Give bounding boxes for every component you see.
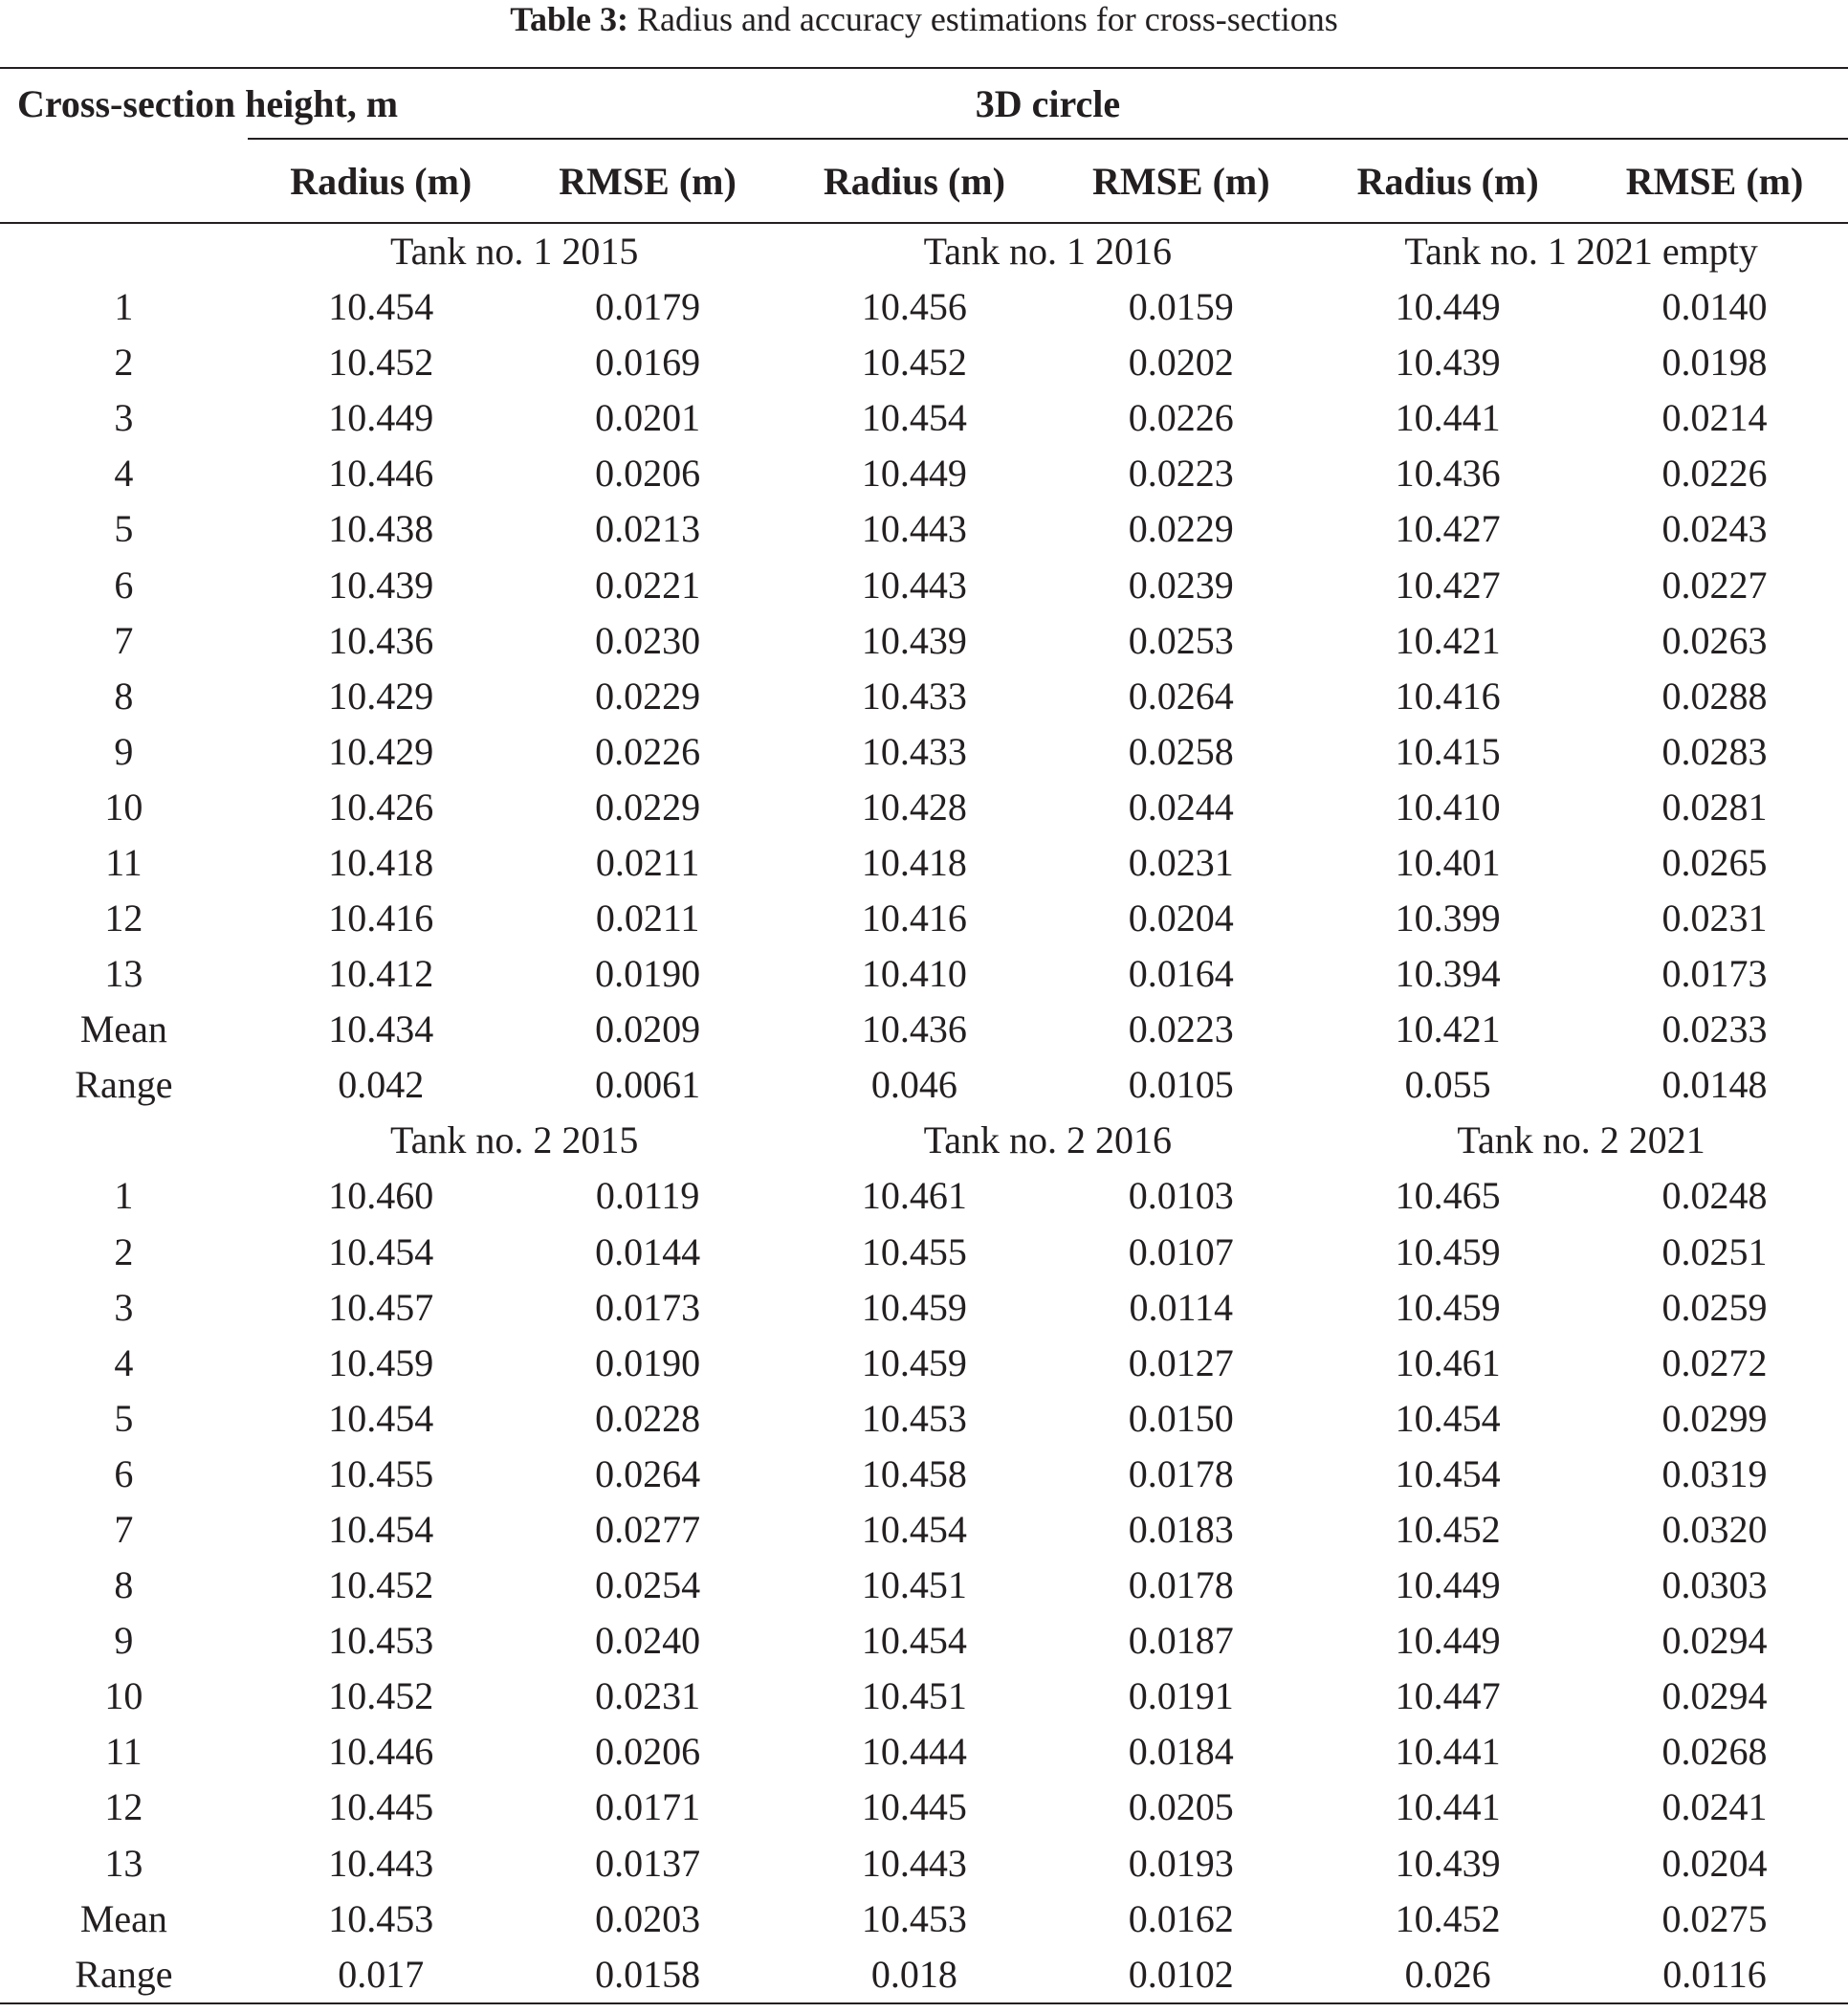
table-cell: 0.0223 — [1128, 1007, 1234, 1051]
column-header-radius-3: Radius (m) — [1314, 139, 1581, 223]
table-cell: 0.0144 — [595, 1229, 701, 1273]
table-cell: 10.433 — [861, 674, 967, 718]
column-header-rmse-3: RMSE (m) — [1581, 139, 1848, 223]
table-cell: 0.0107 — [1128, 1229, 1234, 1273]
table-cell: 10.412 — [328, 952, 434, 996]
table-cell: 10.439 — [1395, 1841, 1501, 1885]
table-cell: 10.433 — [861, 729, 967, 773]
table-cell: 10.452 — [1395, 1896, 1501, 1940]
table-cell: 10.459 — [1395, 1285, 1501, 1329]
table-cell: 0.0102 — [1047, 1947, 1314, 2003]
table-cell: 0.018 — [781, 1947, 1048, 2003]
table-cell: 10.443 — [861, 1841, 967, 1885]
table-cell: 0.0169 — [595, 341, 701, 385]
table-cell: 10.441 — [1395, 1785, 1501, 1829]
table-cell: 0.0173 — [1661, 952, 1768, 996]
table-cell: 0.0244 — [1128, 785, 1234, 829]
row-label: 13 — [104, 1841, 143, 1885]
table-cell: 10.454 — [861, 1508, 967, 1552]
section-title-blank — [0, 1113, 248, 1168]
table-cell: 0.0268 — [1661, 1730, 1768, 1774]
table-row — [0, 335, 1848, 390]
table-row — [0, 1225, 1848, 1280]
column-group-header-3d-circle: 3D circle — [248, 68, 1848, 139]
table-cell: 0.0258 — [1128, 729, 1234, 773]
column-header-rmse-1: RMSE (m) — [515, 139, 781, 223]
table-row — [0, 946, 1848, 1002]
table-cell: 0.0226 — [1128, 396, 1234, 440]
table-caption-label: Table 3: — [510, 0, 628, 38]
table-caption-text: Radius and accuracy estimations for cross-sections — [636, 0, 1338, 38]
table-cell: 10.418 — [861, 840, 967, 884]
table-cell: 0.0277 — [595, 1508, 701, 1552]
table-cell: 0.0259 — [1661, 1285, 1768, 1329]
table-cell: 0.0114 — [1129, 1285, 1234, 1329]
table-row — [0, 1780, 1848, 1835]
table-cell: 0.0206 — [595, 452, 701, 496]
table-cell: 0.0179 — [595, 285, 701, 329]
table-cell: 0.0204 — [1128, 896, 1234, 940]
table-cell: 0.046 — [870, 1063, 957, 1107]
table-cell: 0.0233 — [1661, 1007, 1768, 1051]
row-label: 4 — [114, 452, 134, 496]
table-cell: 0.0229 — [595, 785, 701, 829]
table-cell: 0.0275 — [1661, 1896, 1768, 1940]
table-cell: 10.428 — [861, 785, 967, 829]
table-cell: 10.453 — [861, 1896, 967, 1940]
row-label: Range — [0, 1947, 248, 2003]
table-cell: 10.441 — [1395, 1730, 1501, 1774]
row-label: 11 — [105, 1730, 143, 1774]
table-cell: 0.0178 — [1128, 1563, 1234, 1607]
row-label: 8 — [114, 674, 134, 718]
table-cell: 10.449 — [328, 396, 434, 440]
table-row — [0, 724, 1848, 780]
table-cell: 0.0209 — [595, 1007, 701, 1051]
table-cell: 10.416 — [1395, 674, 1501, 718]
table-cell: 10.443 — [861, 507, 967, 551]
table-cell: 0.0171 — [595, 1785, 701, 1829]
column-header-cross-section-height: Cross-section height, m — [0, 68, 248, 139]
table-cell: 10.429 — [328, 729, 434, 773]
table-cell: 10.418 — [328, 840, 434, 884]
table-cell: 10.439 — [1395, 341, 1501, 385]
column-header-radius-2: Radius (m) — [781, 139, 1048, 223]
table-cell: 10.416 — [861, 896, 967, 940]
row-label: 13 — [104, 952, 143, 996]
row-label: 3 — [114, 396, 134, 440]
table-cell: 10.416 — [328, 896, 434, 940]
table-cell: 0.0254 — [595, 1563, 701, 1607]
table-row — [0, 1836, 1848, 1891]
table-cell: 0.0320 — [1661, 1508, 1768, 1552]
table-cell: 0.017 — [248, 1947, 515, 2003]
table-cell: 10.455 — [861, 1229, 967, 1273]
table-cell: 0.0223 — [1128, 452, 1234, 496]
table-cell: 10.458 — [861, 1451, 967, 1495]
table-cell: 10.410 — [1395, 785, 1501, 829]
table-cell: 0.0187 — [1128, 1619, 1234, 1663]
table-cell: 10.449 — [1395, 1563, 1501, 1607]
table-cell: 0.0303 — [1661, 1563, 1768, 1607]
row-label: 1 — [114, 285, 134, 329]
row-label: 7 — [114, 618, 134, 662]
table-cell: 10.444 — [861, 1730, 967, 1774]
table-cell: 10.436 — [861, 1007, 967, 1051]
table-cell: 0.0228 — [595, 1396, 701, 1440]
table-row — [0, 446, 1848, 501]
section-title-row — [0, 223, 1848, 279]
table-caption — [0, 0, 1848, 38]
table-cell: 0.0213 — [595, 507, 701, 551]
table-row — [0, 1891, 1848, 1947]
table-cell: 10.456 — [861, 285, 967, 329]
table-cell: 10.459 — [861, 1285, 967, 1329]
table-cell: 0.055 — [1404, 1063, 1491, 1107]
table-cell: 10.452 — [1395, 1508, 1501, 1552]
table-cell: 10.457 — [328, 1285, 434, 1329]
table-row — [0, 1002, 1848, 1057]
table-cell: 10.427 — [1395, 563, 1501, 607]
table-cell: 0.0243 — [1661, 507, 1768, 551]
table-cell: 0.0150 — [1128, 1396, 1234, 1440]
table-cell: 0.0231 — [595, 1674, 701, 1718]
table-cell: 10.449 — [861, 452, 967, 496]
row-label: 3 — [114, 1285, 134, 1329]
table-cell: 10.445 — [328, 1785, 434, 1829]
row-label: 10 — [104, 1674, 143, 1718]
table-cell: 0.0229 — [595, 674, 701, 718]
table-cell: 10.427 — [1395, 507, 1501, 551]
table-cell: 0.0263 — [1661, 618, 1768, 662]
table-cell: 0.0158 — [515, 1947, 781, 2003]
table-cell: 10.394 — [1395, 952, 1501, 996]
table-row — [0, 891, 1848, 946]
table-cell: 0.0229 — [1128, 507, 1234, 551]
column-header-empty — [0, 139, 248, 223]
table-cell: 10.451 — [861, 1563, 967, 1607]
table-cell: 10.449 — [1395, 285, 1501, 329]
table-cell: 10.429 — [328, 674, 434, 718]
table-row — [0, 390, 1848, 446]
row-label: Mean — [79, 1007, 167, 1051]
table-cell: 10.461 — [1395, 1340, 1501, 1384]
table-cell: 0.0119 — [595, 1174, 700, 1218]
table-row — [0, 1724, 1848, 1780]
table-cell: 0.0116 — [1581, 1947, 1848, 2003]
table-cell: 10.452 — [328, 341, 434, 385]
table-cell: 0.0248 — [1661, 1174, 1768, 1218]
table-row — [0, 1336, 1848, 1391]
section-title: Tank no. 2 2016 — [923, 1118, 1173, 1162]
table-cell: 10.446 — [328, 452, 434, 496]
table-cell: 0.0159 — [1128, 285, 1234, 329]
table-cell: 0.0201 — [595, 396, 701, 440]
row-label: 2 — [114, 341, 134, 385]
table-cell: 0.0294 — [1661, 1674, 1768, 1718]
row-label: 8 — [114, 1563, 134, 1607]
table-cell: 0.0264 — [1128, 674, 1234, 718]
results-table — [0, 67, 1848, 2004]
table-cell: 0.0202 — [1128, 341, 1234, 385]
table-cell: 10.454 — [861, 1619, 967, 1663]
table-cell: 10.454 — [861, 396, 967, 440]
section-title: Tank no. 1 2016 — [923, 230, 1173, 273]
table-cell: 10.453 — [861, 1396, 967, 1440]
table-cell: 0.0206 — [595, 1730, 701, 1774]
table-cell: 10.454 — [328, 1508, 434, 1552]
table-cell: 10.465 — [1395, 1174, 1501, 1218]
row-label: 5 — [114, 1396, 134, 1440]
table-cell: 0.0211 — [595, 840, 700, 884]
table-cell: 10.399 — [1395, 896, 1501, 940]
table-cell: 0.0281 — [1661, 785, 1768, 829]
table-cell: 10.454 — [1395, 1396, 1501, 1440]
table-cell: 10.436 — [328, 618, 434, 662]
table-cell: 0.0190 — [595, 952, 701, 996]
table-row — [0, 1502, 1848, 1558]
table-cell: 0.0231 — [1661, 896, 1768, 940]
table-row — [0, 835, 1848, 891]
table-cell: 0.0148 — [1661, 1063, 1768, 1107]
table-row — [0, 1168, 1848, 1224]
table-cell: 10.439 — [328, 563, 434, 607]
row-label: 6 — [114, 1451, 134, 1495]
section-title: Tank no. 1 2021 empty — [1404, 230, 1758, 273]
table-cell: 0.0184 — [1128, 1730, 1234, 1774]
table-cell: 0.0239 — [1128, 563, 1234, 607]
table-row — [0, 501, 1848, 557]
table-cell: 0.0240 — [595, 1619, 701, 1663]
row-label: Mean — [79, 1896, 167, 1940]
row-label: 1 — [114, 1174, 134, 1218]
table-cell: 0.0137 — [595, 1841, 701, 1885]
table-cell: 10.426 — [328, 785, 434, 829]
table-cell: 0.0265 — [1661, 840, 1768, 884]
table-cell: 10.441 — [1395, 396, 1501, 440]
table-cell: 0.0205 — [1128, 1785, 1234, 1829]
table-cell: 0.0294 — [1661, 1619, 1768, 1663]
table-cell: 0.0198 — [1661, 341, 1768, 385]
table-cell: 0.0221 — [595, 563, 701, 607]
table-cell: 0.0319 — [1661, 1451, 1768, 1495]
table-cell: 0.0283 — [1661, 729, 1768, 773]
table-cell: 10.438 — [328, 507, 434, 551]
row-label: Range — [75, 1063, 173, 1107]
table-body — [0, 223, 1848, 2003]
table-cell: 0.0226 — [1661, 452, 1768, 496]
table-cell: 10.447 — [1395, 1674, 1501, 1718]
table-cell: 10.410 — [861, 952, 967, 996]
table-cell: 0.026 — [1314, 1947, 1581, 2003]
table-cell: 0.0253 — [1128, 618, 1234, 662]
row-label: 7 — [114, 1508, 134, 1552]
section-title: Tank no. 1 2015 — [389, 230, 639, 273]
row-label: 11 — [105, 840, 143, 884]
table-cell: 0.0173 — [595, 1285, 701, 1329]
table-cell: 0.0203 — [595, 1896, 701, 1940]
row-label: 12 — [104, 896, 143, 940]
table-cell: 10.445 — [861, 1785, 967, 1829]
table-row — [0, 557, 1848, 612]
table-cell: 10.415 — [1395, 729, 1501, 773]
table-row — [0, 1947, 1848, 2003]
table-cell: 10.443 — [861, 563, 967, 607]
table-cell: 10.461 — [861, 1174, 967, 1218]
table-row — [0, 1613, 1848, 1669]
table-row — [0, 613, 1848, 669]
table-cell: 10.455 — [328, 1451, 434, 1495]
table-cell: 0.0061 — [595, 1063, 701, 1107]
table-cell: 0.0191 — [1128, 1674, 1234, 1718]
row-label: 6 — [114, 563, 134, 607]
table-cell: 0.0164 — [1128, 952, 1234, 996]
table-cell: 10.460 — [328, 1174, 434, 1218]
table-cell: 10.436 — [1395, 452, 1501, 496]
table-cell: 10.454 — [328, 1229, 434, 1273]
column-header-radius-1: Radius (m) — [248, 139, 515, 223]
table-row — [0, 1447, 1848, 1502]
table-cell: 10.434 — [328, 1007, 434, 1051]
row-label: 10 — [104, 785, 143, 829]
table-cell: 0.0178 — [1128, 1451, 1234, 1495]
table-row — [0, 1669, 1848, 1724]
table-cell: 10.449 — [1395, 1619, 1501, 1663]
table-cell: 10.451 — [861, 1674, 967, 1718]
table-cell: 0.0183 — [1128, 1508, 1234, 1552]
table-cell: 10.459 — [328, 1340, 434, 1384]
table-cell: 10.454 — [328, 285, 434, 329]
table-cell: 0.0226 — [595, 729, 701, 773]
table-cell: 0.0140 — [1661, 285, 1768, 329]
row-label: 9 — [114, 729, 134, 773]
table-cell: 10.452 — [861, 341, 967, 385]
table-cell: 0.0227 — [1661, 563, 1768, 607]
table-cell: 10.454 — [328, 1396, 434, 1440]
table-cell: 10.446 — [328, 1730, 434, 1774]
row-label: 12 — [104, 1785, 143, 1829]
table-row — [0, 1057, 1848, 1113]
table-cell: 10.459 — [1395, 1229, 1501, 1273]
section-title: Tank no. 2 2021 — [1457, 1118, 1705, 1162]
table-cell: 0.0214 — [1661, 396, 1768, 440]
column-header-rmse-2: RMSE (m) — [1047, 139, 1314, 223]
table-cell: 10.443 — [328, 1841, 434, 1885]
table-cell: 10.453 — [328, 1619, 434, 1663]
table-cell: 10.454 — [1395, 1451, 1501, 1495]
table-cell: 0.0190 — [595, 1340, 701, 1384]
table-row — [0, 780, 1848, 835]
table-cell: 10.421 — [1395, 1007, 1501, 1051]
table-cell: 10.421 — [1395, 618, 1501, 662]
table-cell: 0.0230 — [595, 618, 701, 662]
table-cell: 10.452 — [328, 1674, 434, 1718]
table-cell: 0.0251 — [1661, 1229, 1768, 1273]
table-cell: 0.0127 — [1128, 1340, 1234, 1384]
section-title-blank — [0, 223, 248, 279]
row-label: 9 — [114, 1619, 134, 1663]
row-label: 5 — [114, 507, 134, 551]
table-cell: 0.0162 — [1128, 1896, 1234, 1940]
table-cell: 0.0288 — [1661, 674, 1768, 718]
table-cell: 0.0272 — [1661, 1340, 1768, 1384]
table-row — [0, 669, 1848, 724]
section-title-row — [0, 1113, 1848, 1168]
table-cell: 0.0231 — [1128, 840, 1234, 884]
table-row — [0, 279, 1848, 335]
table-cell: 0.0204 — [1661, 1841, 1768, 1885]
table-cell: 10.401 — [1395, 840, 1501, 884]
row-label: 2 — [114, 1229, 134, 1273]
section-title: Tank no. 2 2015 — [389, 1118, 639, 1162]
table-cell: 0.0193 — [1128, 1841, 1234, 1885]
table-row — [0, 1280, 1848, 1336]
table-cell: 0.0105 — [1128, 1063, 1234, 1107]
table-cell: 10.439 — [861, 618, 967, 662]
table-cell: 10.452 — [328, 1563, 434, 1607]
table-cell: 0.0264 — [595, 1451, 701, 1495]
table-cell: 10.453 — [328, 1896, 434, 1940]
table-cell: 10.459 — [861, 1340, 967, 1384]
table-cell: 0.0103 — [1128, 1174, 1234, 1218]
table-cell: 0.042 — [338, 1063, 425, 1107]
table-row — [0, 1558, 1848, 1613]
table-cell: 0.0241 — [1661, 1785, 1768, 1829]
row-label: 4 — [114, 1340, 134, 1384]
table-cell: 0.0299 — [1661, 1396, 1768, 1440]
table-row — [0, 1391, 1848, 1447]
table-cell: 0.0211 — [595, 896, 700, 940]
